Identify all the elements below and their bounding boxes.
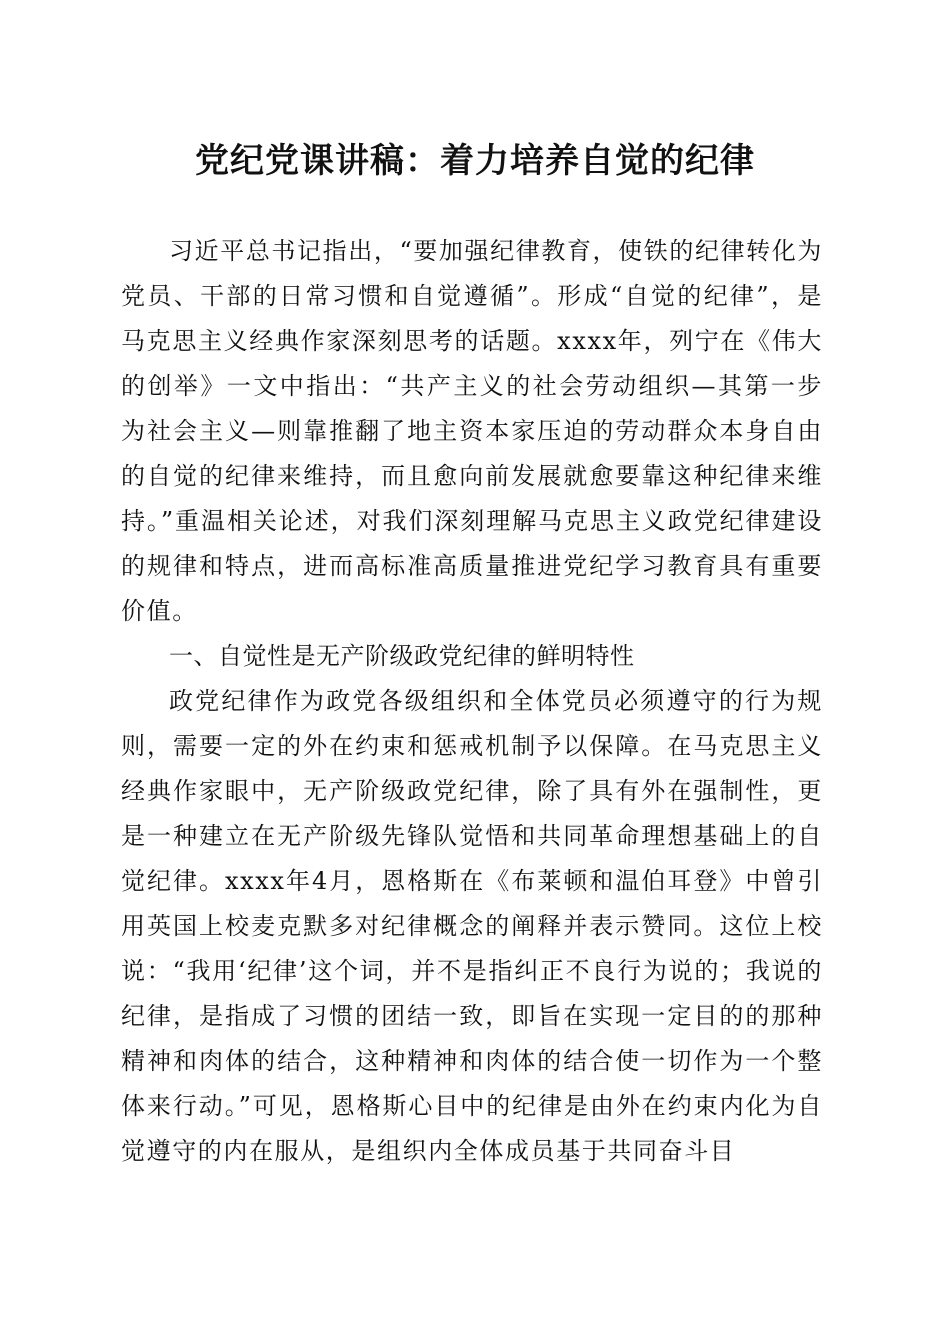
intro-paragraph: 习近平总书记指出，“要加强纪律教育，使铁的纪律转化为党员、干部的日常习惯和自觉遵循”。形成“自觉的纪律”，是马克思主义经典作家深刻思考的话题。xxxx年，列宁在《伟大的创举》一文中指出：“共产主义的社会劳动组织—其第一步为社会主义—则靠推翻了地主资本家压迫的劳动群众本身自由的自觉的纪律来维持，而且愈向前发展就愈要靠这种纪律来维持。”重温相关论述，对我们深刻理解马克思主义政党纪律建设的规律和特点，进而高标准高质量推进党纪学习教育具有重要价值。 [121, 237, 823, 625]
section-paragraph-1: 政党纪律作为政党各级组织和全体党员必须遵守的行为规则，需要一定的外在约束和惩戒机制予以保障。在马克思主义经典作家眼中，无产阶级政党纪律，除了具有外在强制性，更是一种建立在无产阶级先锋队觉悟和共同革命理想基础上的自觉纪律。xxxx年4月，恩格斯在《布莱顿和温伯耳登》中曾引用英国上校麦克默多对纪律概念的阐释并表示赞同。这位上校说：“我用‘纪律’这个词，并不是指纠正不良行为说的；我说的纪律，是指成了习惯的团结一致，即旨在实现一定目的的那种精神和肉体的结合，这种精神和肉体的结合使一切作为一个整体来行动。”可见，恩格斯心目中的纪律是由外在约束内化为自觉遵守的内在服从，是组织内全体成员基于共同奋斗目 [121, 687, 823, 1165]
section-heading-1: 一、自觉性是无产阶级政党纪律的鲜明特性 [169, 642, 635, 670]
document-body [121, 229, 823, 1174]
document-title: 党纪党课讲稿：着力培养自觉的纪律 [195, 141, 755, 181]
